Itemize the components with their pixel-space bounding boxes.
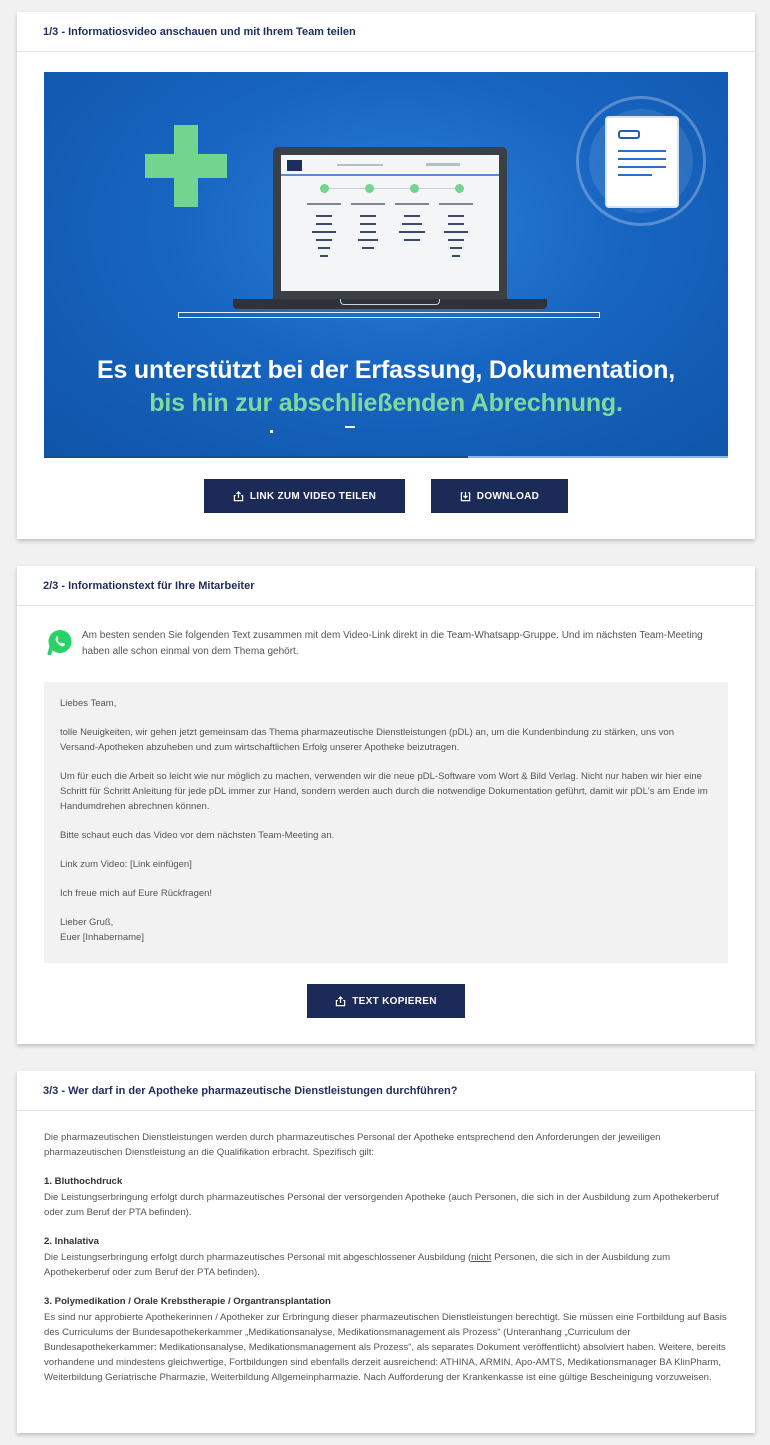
video-caption: [44, 354, 728, 420]
qualification-text: [44, 1250, 734, 1280]
message-paragraph: Bitte schaut euch das Video vor dem nächsten Team-Meeting an.: [60, 830, 335, 841]
qualification-heading: 1. Bluthochdruck: [44, 1176, 123, 1187]
message-closing-line: Lieber Gruß,: [60, 917, 114, 928]
message-greeting: Liebes Team,: [60, 698, 117, 709]
screen-bar: [448, 215, 464, 217]
qualification-item: [44, 1294, 734, 1385]
screen-bar: [316, 215, 332, 217]
screen-bar: [404, 215, 420, 217]
copy-text-label: TEXT KOPIEREN: [352, 995, 437, 1007]
share-video-link-label: LINK ZUM VIDEO TEILEN: [249, 490, 377, 502]
info-text-section-card: [17, 566, 755, 1044]
qualification-text-part: Die Leistungserbringung erfolgt durch pharmazeutisches Personal mit abgeschlossener Ausbildung (: [44, 1252, 472, 1263]
screen-bar: [360, 231, 376, 233]
screen-bar: [362, 247, 374, 249]
screen-bar: [312, 231, 336, 233]
caption-line-1: Es unterstützt bei der Erfassung, Dokumentation,: [97, 356, 675, 384]
whatsapp-icon: [47, 629, 73, 655]
message-paragraph: tolle Neuigkeiten, wir gehen jetzt gemeinsam das Thema pharmazeutische Dienstleistungen (pDL) an, um die Kundenbindung zu stärken, uns von Versand-Apotheken abzuheben und zum wirtschaftlichen Erfolg unserer Apotheke beizutragen.: [60, 727, 674, 753]
screen-bar: [450, 247, 462, 249]
screen-bar: [360, 223, 376, 225]
screen-bar: [444, 231, 468, 233]
screen-bar: [318, 247, 330, 249]
download-icon: [460, 491, 471, 502]
message-template-box: [44, 682, 728, 963]
document-line: [618, 158, 666, 160]
screen-step-dot: [365, 184, 374, 193]
share-icon: [233, 491, 244, 502]
message-signature: Euer [Inhabername]: [60, 932, 144, 943]
laptop-screen-ui: [281, 155, 499, 291]
screen-step-dot: [410, 184, 419, 193]
qualification-heading: 2. Inhalativa: [44, 1236, 99, 1247]
screen-bar: [399, 231, 425, 233]
screen-step-dot: [455, 184, 464, 193]
message-paragraph: Ich freue mich auf Eure Rückfragen!: [60, 888, 213, 899]
section-title: 2/3 - Informationstext für Ihre Mitarbeiter: [17, 566, 755, 606]
share-icon: [335, 996, 346, 1007]
screen-bar: [448, 239, 464, 241]
screen-bar: [452, 255, 460, 257]
screen-step-line: [325, 188, 461, 189]
video-section-card: [17, 12, 755, 539]
video-progress-bar[interactable]: [44, 456, 728, 458]
copy-text-button[interactable]: [307, 984, 465, 1018]
screen-col-line: [439, 203, 473, 205]
desk-line: [178, 312, 600, 318]
screen-bar: [316, 239, 332, 241]
message-paragraph: Um für euch die Arbeit so leicht wie nur möglich zu machen, verwenden wir die neue pDL-Software vom Wort & Bild Verlag. Nicht nur haben wir hier eine Schritt für Schritt Anleitung für jede pDL immer zur Hand, sondern werden auch durch die notwendige Dokumentation geführt, damit wir pDL's am Ende im Handumdrehen abrechnen können.: [60, 771, 708, 812]
screen-topbar: [337, 164, 383, 166]
document-pill: [618, 130, 640, 139]
info-video-player[interactable]: [44, 72, 728, 458]
video-mark: [270, 430, 273, 433]
qualification-heading: 3. Polymedikation / Orale Krebstherapie / Organtransplantation: [44, 1296, 331, 1307]
laptop-illustration: [273, 147, 507, 299]
screen-bar: [448, 223, 464, 225]
screen-col-line: [351, 203, 385, 205]
qualification-intro: Die pharmazeutischen Dienstleistungen werden durch pharmazeutisches Personal der Apotheke entsprechend den Anforderungen der jeweiligen pharmazeutischen Dienstleistung an die Qualifikation erbracht. Spezifisch gilt:: [44, 1132, 661, 1158]
message-closing: [60, 915, 712, 945]
section-title: 1/3 - Informatiosvideo anschauen und mit Ihrem Team teilen: [17, 12, 755, 52]
screen-bar: [404, 239, 420, 241]
screen-topright: [426, 163, 460, 166]
video-progress-fill: [44, 456, 468, 458]
download-button[interactable]: [431, 479, 568, 513]
screen-bar: [358, 239, 378, 241]
qualification-text-part: Personen, die sich in der Ausbildung zum Apothekerberuf oder zum Beruf der PTA befinden).: [44, 1252, 671, 1278]
qualification-text: Es sind nur approbierte Apothekerinnen / Apotheker zur Erbringung dieser pharmazeutischen Dienstleistungen berechtigt. Sie müssen eine Fortbildung auf Basis des Curriculums der Bundesapothekerkammer „Medikationsanalyse, Medikationsmanagement als Prozess“ (Unteranhang „Curriculum der Bundesapothekerkammer: Medikationsanalyse, Medikationsmanagement als Prozess“, als separates Dokument veröffentlicht) absolviert haben. Weitere, bereits vorhandene und mindestens gleichwertige, Fortbildungen sind ebenfalls derzeit ausreichend: ATHINA, ARMIN, Apo-AMTS, Medikationsmanager BA KlinPharm, Weiterbildung Geriatrische Pharmazie, Weiterbildung Allgemeinpharmazie. Nach Aufforderung der Krankenkasse ist eine gültige Bescheinigung vorzuweisen.: [44, 1312, 727, 1383]
laptop-notch: [340, 299, 440, 305]
download-label: DOWNLOAD: [476, 490, 540, 502]
share-video-link-button[interactable]: [204, 479, 405, 513]
section-title: 3/3 - Wer darf in der Apotheke pharmazeutische Dienstleistungen durchführen?: [17, 1071, 755, 1111]
qualification-item: [44, 1174, 734, 1220]
screen-bar: [402, 223, 422, 225]
screen-col-line: [307, 203, 341, 205]
document-line: [618, 174, 652, 176]
message-paragraph: Link zum Video: [Link einfügen]: [60, 859, 192, 870]
qualification-body: [44, 1130, 734, 1399]
qualification-item: [44, 1234, 734, 1280]
screen-bar: [360, 215, 376, 217]
plus-icon-bar: [145, 154, 227, 178]
video-mark: [345, 426, 355, 428]
screen-bar: [316, 223, 332, 225]
document-line: [618, 166, 666, 168]
screen-bar: [320, 255, 328, 257]
screen-step-dot: [320, 184, 329, 193]
document-line: [618, 150, 666, 152]
screen-logo: [287, 160, 302, 171]
screen-col-line: [395, 203, 429, 205]
caption-line-2: bis hin zur abschließenden Abrechnung.: [149, 389, 623, 417]
whatsapp-intro-text: Am besten senden Sie folgenden Text zusammen mit dem Video-Link direkt in die Team-Whatsapp-Gruppe. Und im nächsten Team-Meeting haben alle schon einmal von dem Thema gehört.: [82, 630, 703, 657]
document-icon: [605, 116, 679, 208]
qualification-text: Die Leistungserbringung erfolgt durch pharmazeutisches Personal der versorgenden Apotheke (auch Personen, die sich in der Ausbildung zum Apothekerberuf oder zum Beruf der PTA befinden).: [44, 1192, 719, 1218]
screen-separator: [281, 174, 499, 176]
qualification-text-emphasis: nicht: [471, 1252, 492, 1263]
qualification-section-card: [17, 1071, 755, 1433]
